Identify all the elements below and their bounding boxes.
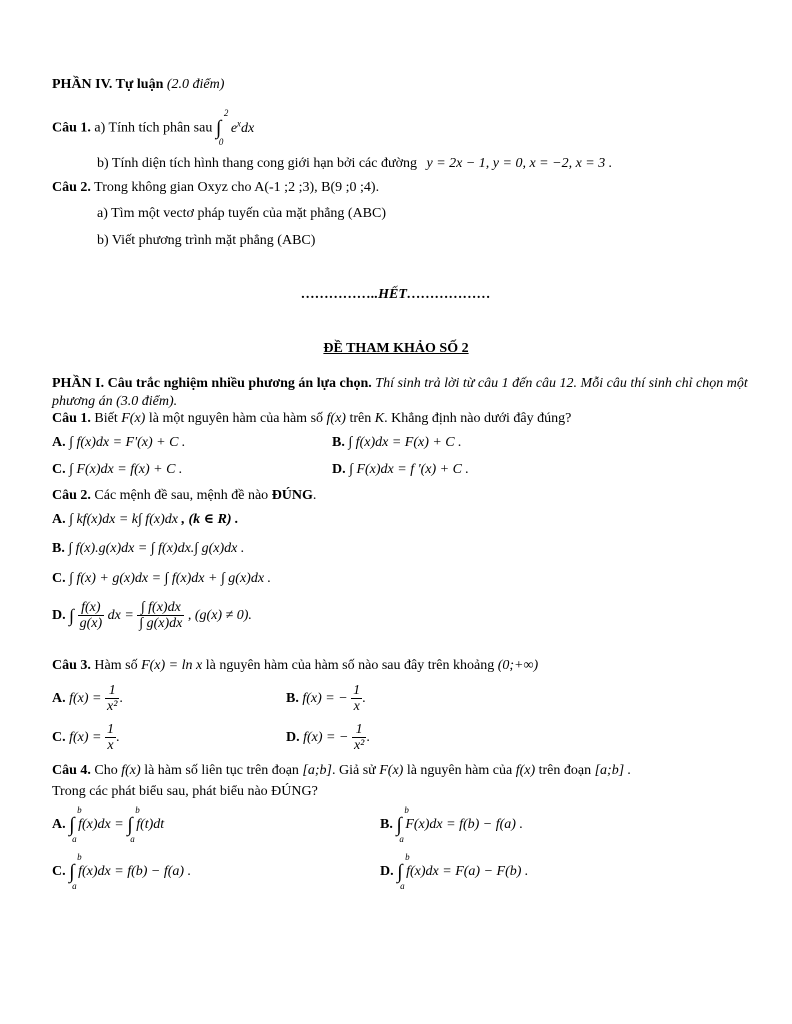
integral-upper-bound: b (77, 805, 82, 815)
fraction-numerator: 1 (105, 683, 119, 699)
option-d[interactable] (286, 722, 370, 754)
integral-upper-bound: 2 (223, 108, 229, 119)
question-math: K (374, 411, 385, 426)
option-condition: , (k ∈ R) . (181, 512, 239, 527)
option-label: D. (332, 462, 346, 477)
fraction-denominator: x (353, 699, 360, 715)
option-label: D. (380, 864, 394, 880)
option-label: A. (52, 817, 66, 833)
reference-exam-title (0, 340, 792, 358)
option-label: B. (286, 691, 299, 707)
part4-question-1b (97, 155, 612, 173)
fraction-numerator: f(x) (78, 600, 105, 616)
part1-heading (52, 375, 772, 410)
option-c[interactable] (52, 722, 120, 754)
option-condition: , (g(x) ≠ 0). (187, 608, 252, 624)
question-text: Trong không gian Oxyz cho A(-1 ;2 ;3), B(9 ;0 ;4). (94, 180, 380, 195)
integral-lower-bound: a (399, 834, 404, 844)
option-b[interactable] (52, 540, 244, 558)
fraction-denominator: x² (107, 699, 118, 715)
question-label: Câu 2. (52, 180, 91, 195)
option-math: f(x)dx = f(b) − f(a) . (78, 864, 192, 880)
mcq-question-3 (52, 657, 538, 675)
option-label: B. (332, 435, 345, 450)
fraction (351, 683, 362, 715)
question-text: là nguyên hàm của hàm số nào sau đây trên khoảng (205, 658, 495, 673)
option-b[interactable] (286, 683, 366, 715)
integral-sign: ∫ b a (396, 805, 409, 844)
question-math: y = 2x − 1, y = 0, x = −2, x = 3 . (426, 156, 613, 171)
question-text: . (312, 488, 317, 503)
question-text: . Khẳng định nào dưới đây đúng? (384, 411, 572, 426)
integral-sign: ∫ b a (69, 805, 82, 844)
option-math: f(t)dt (136, 817, 165, 833)
option-c[interactable] (52, 461, 182, 479)
option-math: ∫ F(x)dx = f(x) + C . (69, 462, 183, 477)
option-math: f(x) = − (303, 730, 349, 746)
option-math: . (366, 730, 370, 746)
option-a[interactable] (52, 805, 165, 844)
question-text: Các mệnh đề sau, mệnh đề nào (94, 488, 269, 503)
option-label: A. (52, 512, 66, 527)
fraction (78, 600, 105, 632)
option-math: dx = (107, 608, 134, 624)
option-label: C. (52, 571, 66, 586)
question-text: Cho (94, 763, 118, 778)
question-4-prompt: Trong các phát biểu sau, phát biểu nào ĐÚNG? (52, 784, 318, 799)
option-math: ∫ f(x)dx = F'(x) + C . (69, 435, 186, 450)
option-b[interactable] (380, 805, 523, 844)
integral-lower-bound: a (72, 881, 77, 891)
fraction-denominator: x² (353, 738, 365, 754)
integral-upper-bound: b (405, 852, 410, 862)
option-math: ∫ f(x) + g(x)dx = ∫ f(x)dx + ∫ g(x)dx . (69, 571, 272, 586)
integral-lower-bound: a (72, 834, 77, 844)
integral-lower-bound: a (130, 834, 135, 844)
question-text: trên (349, 411, 372, 426)
question-text: Hàm số (94, 658, 138, 673)
option-label: C. (52, 462, 66, 477)
integral-sign: ∫ b a (397, 852, 410, 891)
end-mark: ……………..HẾT……………… (301, 287, 491, 302)
option-c[interactable] (52, 852, 192, 891)
part4-question-2 (52, 179, 379, 197)
option-math: . (362, 691, 366, 707)
question-label: Câu 3. (52, 658, 91, 673)
option-b[interactable] (332, 434, 462, 452)
question-math: f(x) (515, 763, 536, 778)
option-label: C. (52, 864, 66, 880)
question-label: Câu 2. (52, 488, 91, 503)
option-label: D. (52, 608, 66, 624)
fraction-numerator: ∫ f(x)dx (137, 600, 184, 616)
question-math: f(x) (326, 411, 346, 426)
option-d[interactable] (332, 461, 469, 479)
integrand-base: e (230, 120, 238, 136)
question-label: Câu 1. (52, 120, 91, 136)
option-label: B. (52, 541, 65, 556)
option-math: f(x)dx = F(a) − F(b) . (406, 864, 529, 880)
part4-question-2a: a) Tìm một vectơ pháp tuyến của mặt phẳng (ABC) (97, 206, 387, 221)
question-text: . Giả sử (331, 763, 376, 778)
mcq-question-4 (52, 762, 631, 780)
part1-heading-title: PHẦN I. Câu trắc nghiệm nhiều phương án lựa chọn. (52, 376, 372, 391)
question-text: b) Tính diện tích hình thang cong giới hạn bởi các đường (97, 156, 417, 171)
integral-sign: ∫ (69, 605, 75, 626)
option-math: ∫ f(x).g(x)dx = ∫ f(x)dx.∫ g(x)dx . (68, 541, 245, 556)
question-emphasis: ĐÚNG (271, 488, 313, 503)
part4-question-2b: b) Viết phương trình mặt phẳng (ABC) (97, 233, 316, 248)
integrand-dx: dx (241, 120, 255, 136)
option-label: B. (380, 817, 393, 833)
fraction-numerator: 1 (107, 722, 114, 737)
integral-sign: ∫ b a (127, 805, 140, 844)
option-math: f(x)dx = (78, 817, 124, 833)
question-label: Câu 1. (52, 411, 91, 426)
question-text: Biết (94, 411, 118, 426)
option-d[interactable] (52, 600, 252, 632)
integral-sign: ∫ b a (69, 852, 82, 891)
option-a[interactable] (52, 683, 123, 715)
fraction-denominator: g(x) (79, 616, 103, 632)
option-a[interactable] (52, 434, 185, 452)
fraction (105, 722, 116, 754)
option-c[interactable] (52, 570, 271, 588)
integrand-exponent: x (237, 118, 242, 128)
part4-question-1a (52, 108, 255, 148)
fraction (105, 683, 119, 715)
question-text: a) Tính tích phân sau (94, 120, 213, 136)
option-math: F(x)dx = f(b) − f(a) . (405, 817, 523, 833)
fraction-denominator: x (107, 738, 114, 754)
option-math: . (116, 730, 120, 746)
option-math: ∫ f(x)dx = F(x) + C . (348, 435, 462, 450)
integral-lower-bound: 0 (218, 137, 224, 148)
question-math: F(x) (121, 411, 146, 426)
option-math: . (119, 691, 123, 707)
option-math: ∫ kf(x)dx = k∫ f(x)dx (69, 512, 178, 527)
part1-heading-instructions: Thí sinh trả lời từ câu 1 đến câu 12. Mỗi câu thí sinh chỉ chọn một phương án (3.0 điểm). (52, 376, 748, 409)
question-text: trên đoạn (538, 763, 592, 778)
question-text: là hàm số liên tục trên đoạn (144, 763, 299, 778)
question-text: là nguyên hàm của (406, 763, 513, 778)
question-math: f(x) (121, 763, 141, 778)
option-math: f(x) = (69, 730, 102, 746)
option-label: D. (286, 730, 300, 746)
question-text: là một nguyên hàm của hàm số (148, 411, 324, 426)
option-label: C. (52, 730, 66, 746)
question-math: (0;+∞) (497, 658, 539, 673)
integral-sign: ∫ 2 0 (215, 108, 229, 148)
fraction-numerator: 1 (353, 683, 361, 698)
part4-heading-points: (2.0 điểm) (166, 77, 225, 92)
option-label: A. (52, 435, 66, 450)
mcq-question-2 (52, 487, 316, 505)
question-math: [a;b] (302, 763, 332, 778)
option-math: ∫ F(x)dx = f '(x) + C . (349, 462, 469, 477)
option-math: f(x) = (69, 691, 102, 707)
part4-heading (52, 76, 224, 94)
integrand (230, 118, 255, 136)
option-label: A. (52, 691, 66, 707)
part4-heading-title: PHẦN IV. Tự luận (52, 77, 164, 92)
question-math: F(x) = ln x (141, 658, 203, 673)
reference-exam-title-text: ĐỀ THAM KHẢO SỐ 2 (323, 341, 469, 356)
option-d[interactable] (380, 852, 529, 891)
integral-upper-bound: b (404, 805, 409, 815)
fraction (137, 600, 184, 632)
question-label: Câu 4. (52, 763, 91, 778)
integral-upper-bound: b (77, 852, 82, 862)
fraction-denominator: ∫ g(x)dx (139, 616, 183, 632)
question-math: [a;b] . (594, 763, 632, 778)
fraction-numerator: 1 (352, 722, 366, 738)
fraction (352, 722, 366, 754)
option-math: f(x) = − (302, 691, 348, 707)
question-math: F(x) (379, 763, 404, 778)
integral-lower-bound: a (400, 881, 405, 891)
option-a[interactable] (52, 511, 238, 529)
mcq-question-1 (52, 410, 571, 428)
integral-upper-bound: b (135, 805, 140, 815)
